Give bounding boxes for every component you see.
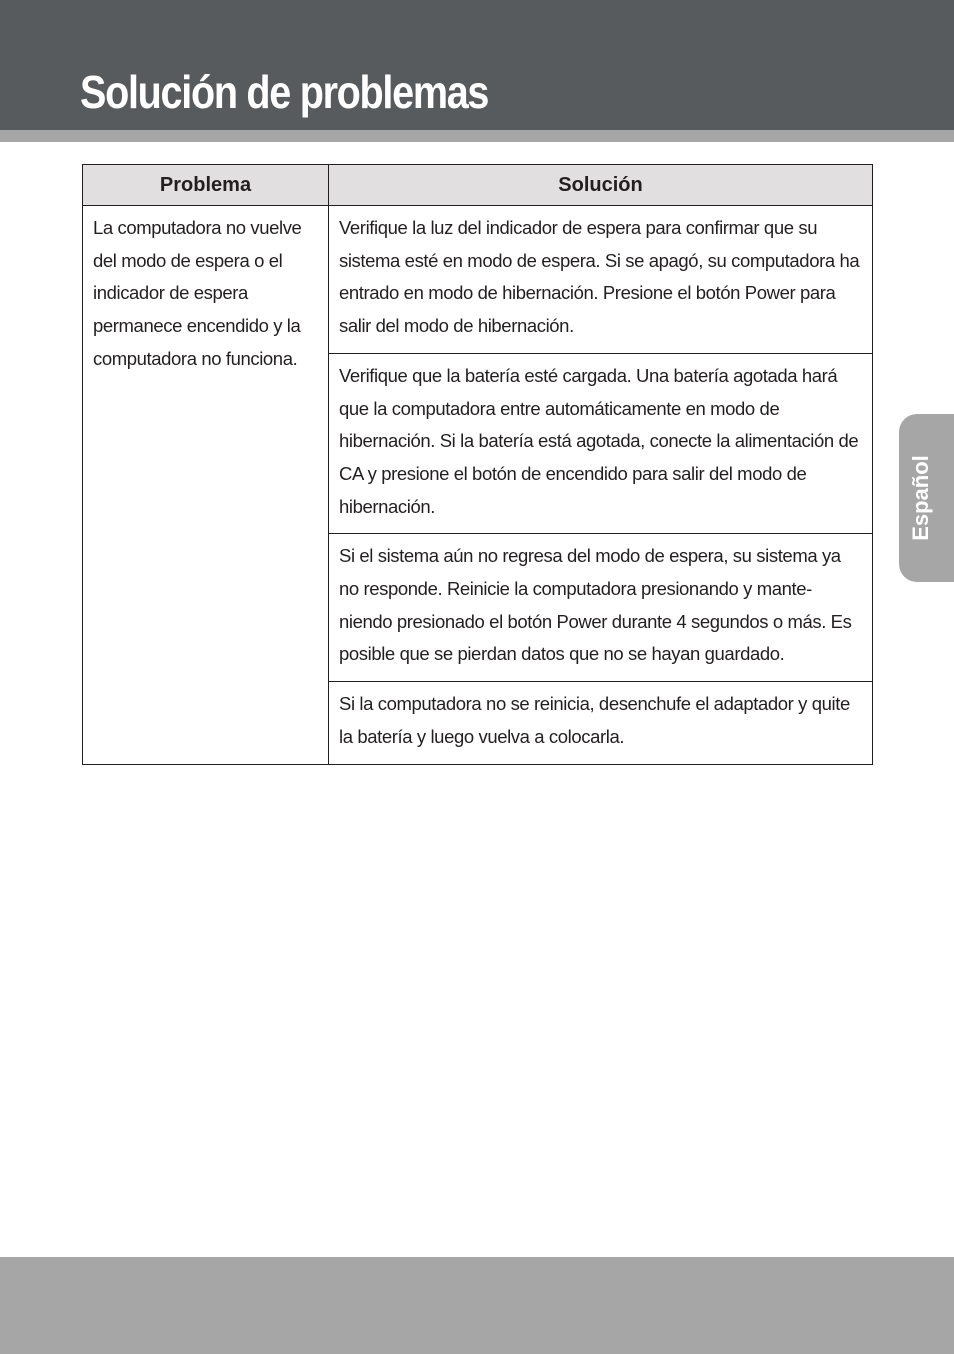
solution-text: Verifique que la batería esté cargada. Una batería agotada hará que la computadora entre automáticamente en modo de hibernación. Si la batería está agotada, conecte la alimentación de CA y presione el botón de encendido para salir del modo de hibernación. [339, 364, 859, 517]
troubleshooting-table-container [82, 164, 872, 765]
problem-cell [83, 206, 329, 765]
troubleshooting-table [82, 164, 873, 765]
table-row [83, 206, 873, 354]
problem-text: La computadora no vuelve del modo de espera o el indicador de espera permanece encendido y la computadora no funciona. [93, 217, 302, 369]
solution-text: Si la computadora no se reinicia, desenchufe el adaptador y quite la batería y luego vuelva a colocarla. [339, 693, 850, 747]
solution-cell [329, 534, 873, 682]
column-header-solution: Solución [329, 165, 873, 206]
solution-text: Verifique la luz del indicador de espera para confirmar que su sistema esté en modo de espera. Si se apagó, su computadora ha entrado en modo de hibernación. Presione el botón Power para salir del modo de hibernación. [339, 217, 860, 337]
solution-text: Si el sistema aún no regresa del modo de espera, su sistema ya no responde. Reinicie la computadora presionando y mante-niendo presionado el botón Power durante 4 segundos o más. Es posible que se pierdan datos que no se hayan guardado. [339, 545, 852, 665]
page-title: Solución de problemas [80, 66, 489, 118]
solution-cell [329, 206, 873, 354]
language-tab-label: Español [908, 455, 933, 541]
table-header-row [83, 165, 873, 206]
solution-cell [329, 682, 873, 764]
header-stripe [0, 130, 954, 142]
column-header-problem: Problema [83, 165, 329, 206]
footer-band [0, 1257, 954, 1354]
solution-cell [329, 353, 873, 534]
